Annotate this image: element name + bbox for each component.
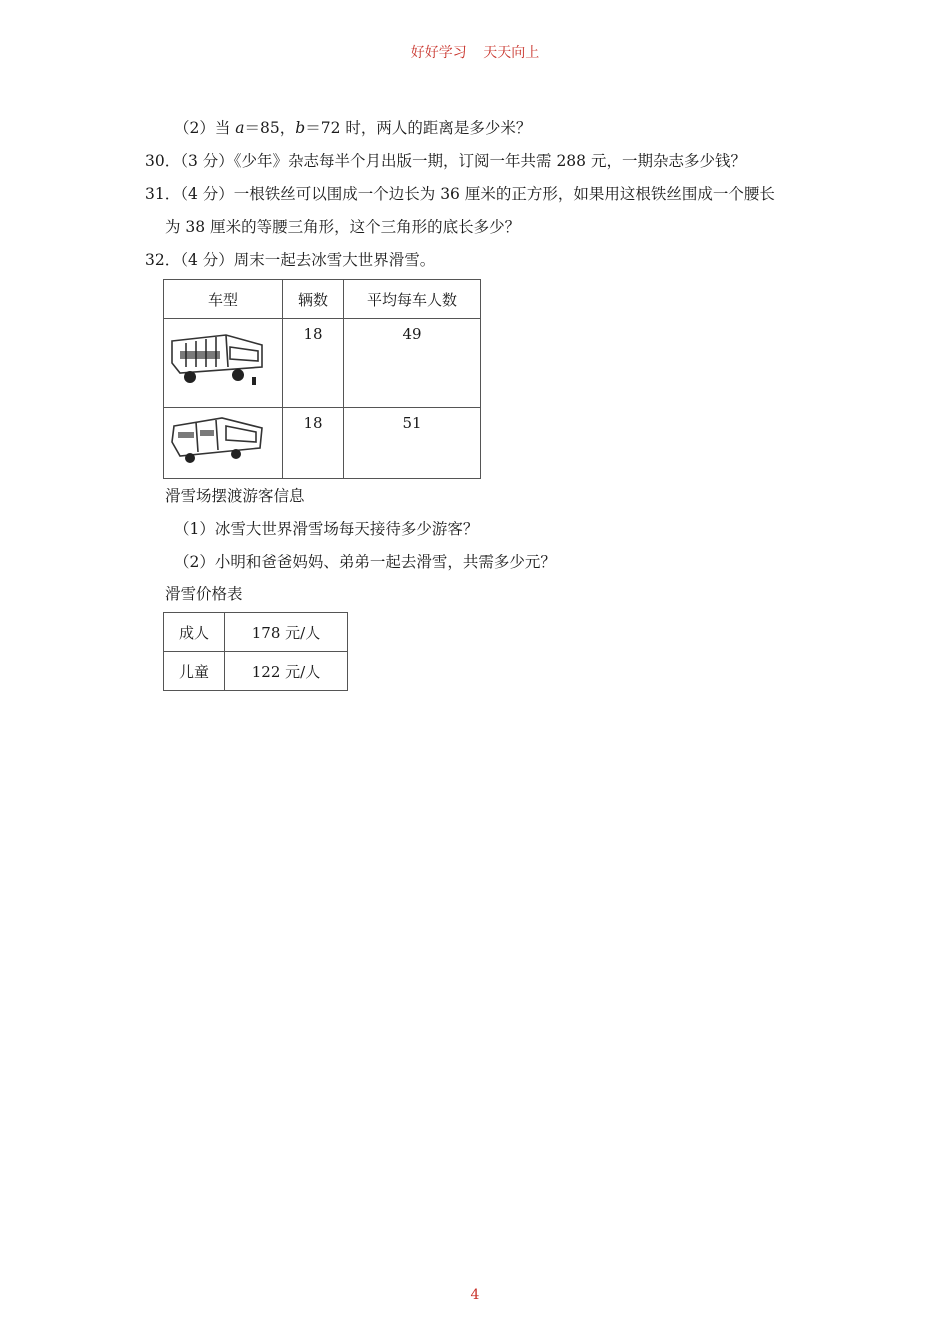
- table-row: [164, 319, 481, 408]
- bus-average: 51: [344, 408, 481, 479]
- bus-count: 18: [283, 408, 344, 479]
- city-bus-icon: [166, 412, 266, 468]
- bus-table-header-row: [164, 280, 481, 319]
- header-vehicle-type: 车型: [164, 280, 283, 319]
- vehicle-image-cell: [164, 319, 283, 408]
- var-b: b: [295, 119, 306, 137]
- price-table-caption: 滑雪价格表: [165, 585, 243, 603]
- question-31-line-1: 31．（4 分）一根铁丝可以围成一个边长为 36 厘米的正方形，如果用这根铁丝围成一个腰长: [145, 185, 775, 203]
- header-average-people: 平均每车人数: [344, 280, 481, 319]
- table-row: [164, 613, 348, 652]
- table-row: [164, 652, 348, 691]
- var-a: a: [235, 119, 245, 137]
- sub-question-2: （2）小明和爸爸妈妈、弟弟一起去滑雪，共需多少元？: [174, 553, 556, 571]
- coach-bus-icon: [166, 323, 266, 393]
- bus-table: [163, 279, 481, 479]
- price-label: 成人: [164, 613, 225, 652]
- bus-table-caption: 滑雪场摆渡游客信息: [165, 487, 305, 505]
- q29-eq2: ＝72 时，两人的距离是多少米？: [305, 119, 532, 137]
- price-label: 儿童: [164, 652, 225, 691]
- table-row: [164, 408, 481, 479]
- header-left-text: 好好学习: [410, 45, 467, 61]
- page-header: [0, 42, 950, 62]
- q29-eq1: ＝85，: [244, 119, 296, 137]
- header-count: 辆数: [283, 280, 344, 319]
- question-29-part-2: [174, 116, 531, 138]
- bus-count: 18: [283, 319, 344, 408]
- sub-question-1: （1）冰雪大世界滑雪场每天接待多少游客？: [174, 520, 479, 538]
- question-32: 32．（4 分）周末一起去冰雪大世界滑雪。: [145, 251, 436, 269]
- header-right-text: 天天向上: [483, 45, 540, 61]
- price-value: 178 元/人: [225, 613, 348, 652]
- page-number: 4: [470, 1287, 480, 1303]
- price-table: [163, 612, 348, 691]
- q29-prefix: （2）当: [174, 119, 236, 137]
- question-31-line-2: 为 38 厘米的等腰三角形，这个三角形的底长多少？: [165, 218, 521, 236]
- bus-average: 49: [344, 319, 481, 408]
- question-30: 30．（3 分）《少年》杂志每半个月出版一期，订阅一年共需 288 元，一期杂志多少钱？: [145, 152, 746, 170]
- price-value: 122 元/人: [225, 652, 348, 691]
- vehicle-image-cell: [164, 408, 283, 479]
